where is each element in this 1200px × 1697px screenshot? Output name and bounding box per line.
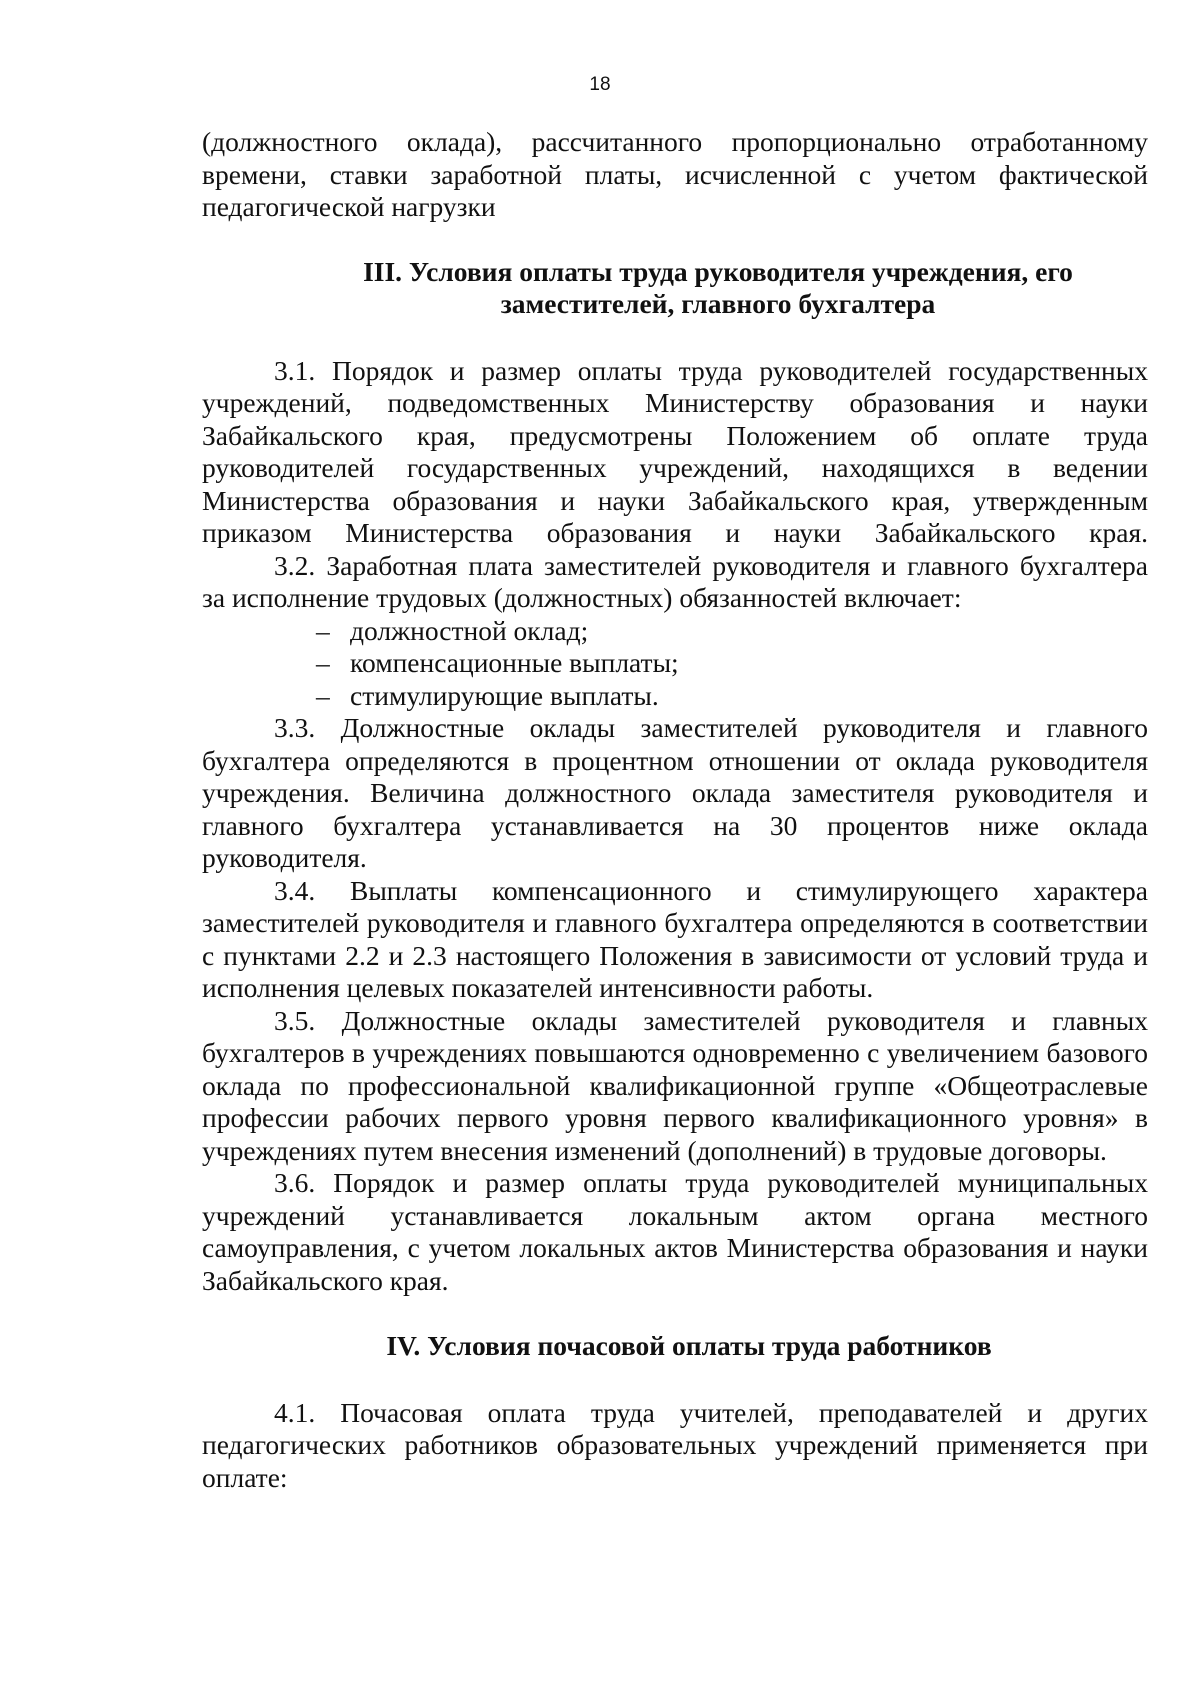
paragraph-3-3: 3.3. Должностные оклады заместителей руководителя и главного бухгалтера определяются в процентном отношении от оклада руководителя учреждения. Величина должностного оклада заместителя руководителя и главного бухгалтера устанавливается на 30 процентов ниже оклада руководителя. <box>202 712 1148 873</box>
document-body <box>202 126 1148 1494</box>
list-item-text: компенсационные выплаты; <box>350 647 679 678</box>
paragraph-3-6: 3.6. Порядок и размер оплаты труда руководителей муниципальных учреждений устанавливается локальным актом органа местного самоуправления, с учетом локальных актов Министерства образования и науки Забайкальского края. <box>202 1167 1148 1296</box>
list-item <box>316 680 1148 713</box>
section-3-heading <box>202 256 1148 321</box>
list-item <box>316 647 1148 680</box>
intro-paragraph: (должностного оклада), рассчитанного пропорционально отработанному времени, ставки заработной платы, исчисленной с учетом фактической педагогической нагрузки <box>202 126 1148 222</box>
paragraph-3-4: 3.4. Выплаты компенсационного и стимулирующего характера заместителей руководителя и главного бухгалтера определяются в соответствии с пунктами 2.2 и 2.3 настоящего Положения в зависимости от условий труда и исполнения целевых показателей интенсивности работы. <box>202 874 1148 1003</box>
list-item-text: должностной оклад; <box>350 614 589 646</box>
section-3-heading-line-2: заместителей, главного бухгалтера <box>500 288 936 319</box>
page-number: 18 <box>589 74 611 95</box>
dash-marker: – <box>316 679 330 711</box>
dash-marker: – <box>316 614 330 646</box>
section-4-heading: IV. Условия почасовой оплаты труда работников <box>386 1330 992 1361</box>
list-item <box>316 615 1148 648</box>
section-3-heading-line-1: III. Условия оплаты труда руководителя учреждения, его <box>363 255 1073 287</box>
paragraph-3-2: 3.2. Заработная плата заместителей руководителя и главного бухгалтера за исполнение трудовых (должностных) обязанностей включает: <box>202 549 1148 613</box>
paragraph-4-1: 4.1. Почасовая оплата труда учителей, преподавателей и других педагогических работников образовательных учреждений применяется при оплате: <box>202 1396 1148 1493</box>
salary-components-list <box>202 615 1148 713</box>
paragraph-3-5: 3.5. Должностные оклады заместителей руководителя и главных бухгалтеров в учреждениях повышаются одновременно с увеличением базового оклада по профессиональной квалификационной группе «Общеотраслевые профессии рабочих первого уровня первого квалификационного уровня» в учреждениях путем внесения изменений (дополнений) в трудовые договоры. <box>202 1004 1148 1166</box>
list-item-text: стимулирующие выплаты. <box>350 679 659 711</box>
paragraph-3-1: 3.1. Порядок и размер оплаты труда руководителей государственных учреждений, подведомственных Министерству образования и науки Забайкальского края, предусмотрены Положением об оплате труда руководителей государственных учреждений, находящихся в ведении Министерства образования и науки Забайкальского края, утвержденным приказом Министерства образования и науки Забайкальского края. <box>202 354 1148 548</box>
dash-marker: – <box>316 647 330 678</box>
